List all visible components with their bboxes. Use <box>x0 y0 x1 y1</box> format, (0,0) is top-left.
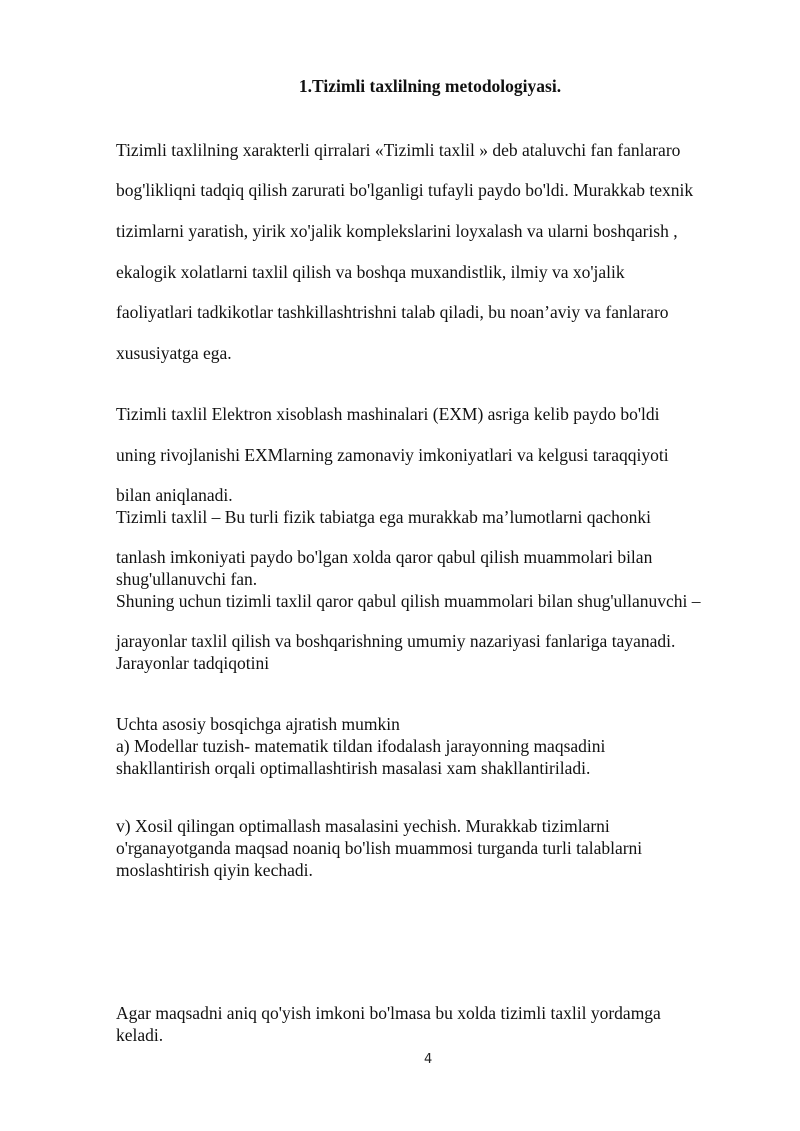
paragraph-2-line-1: Tizimli taxlil Elektron xisoblash mashinalari (EXM) asriga kelib paydo bo'ldi <box>116 404 660 424</box>
paragraph-5-line-3: shakllantirish orqali optimallashtirish masalasi xam shakllantiriladi. <box>116 758 591 778</box>
page-number: 4 <box>424 1052 433 1067</box>
paragraph-1-line-3: tizimlarni yaratish, yirik xo'jalik komplekslarini loyxalash va ularni boshqarish , <box>116 221 678 241</box>
paragraph-1-line-1: Tizimli taxlilning xarakterli qirralari «Tizimli taxlil » deb ataluvchi fan fanlararo <box>116 140 681 160</box>
paragraph-4-line-2: jarayonlar taxlil qilish va boshqarishning umumiy nazariyasi fanlariga tayanadi. <box>116 631 676 651</box>
page-title: 1.Tizimli taxlilning metodologiyasi. <box>298 76 562 96</box>
paragraph-3-line-2: tanlash imkoniyati paydo bo'lgan xolda qaror qabul qilish muammolari bilan <box>116 547 653 567</box>
paragraph-7-line-1: Agar maqsadni aniq qo'yish imkoni bo'lmasa bu xolda tizimli taxlil yordamga <box>116 1003 661 1023</box>
paragraph-2-line-3: bilan aniqlanadi. <box>116 485 233 505</box>
paragraph-6-line-2: o'rganayotganda maqsad noaniq bo'lish muammosi turganda turli talablarni <box>116 838 643 858</box>
paragraph-5-line-2: a) Modellar tuzish- matematik tildan ifodalash jarayonning maqsadini <box>116 736 606 756</box>
paragraph-4-line-1: Shuning uchun tizimli taxlil qaror qabul qilish muammolari bilan shug'ullanuvchi – <box>116 591 701 611</box>
paragraph-6-line-3: moslashtirish qiyin kechadi. <box>116 860 313 880</box>
paragraph-6-line-1: v) Xosil qilingan optimallash masalasini yechish. Murakkab tizimlarni <box>116 816 610 836</box>
paragraph-1-line-2: bog'likliqni tadqiq qilish zarurati bo'lganligi tufayli paydo bo'ldi. Murakkab texnik <box>116 180 694 200</box>
paragraph-2-line-2: uning rivojlanishi EXMlarning zamonaviy imkoniyatlari va kelgusi taraqqiyoti <box>116 445 669 465</box>
paragraph-3-line-3: shug'ullanuvchi fan. <box>116 569 258 589</box>
paragraph-1-line-5: faoliyatlari tadkikotlar tashkillashtrishni talab qiladi, bu noan’aviy va fanlararo <box>116 302 669 322</box>
paragraph-5-line-1: Uchta asosiy bosqichga ajratish mumkin <box>116 714 400 734</box>
paragraph-3-line-1: Tizimli taxlil – Bu turli fizik tabiatga ega murakkab ma’lumotlarni qachonki <box>116 507 651 527</box>
paragraph-1-line-4: ekalogik xolatlarni taxlil qilish va boshqa muxandistlik, ilmiy va xo'jalik <box>116 262 625 282</box>
paragraph-7-line-2: keladi. <box>116 1025 164 1045</box>
paragraph-4-line-3: Jarayonlar tadqiqotini <box>116 653 270 673</box>
paragraph-1-line-6: xususiyatga ega. <box>116 343 232 363</box>
